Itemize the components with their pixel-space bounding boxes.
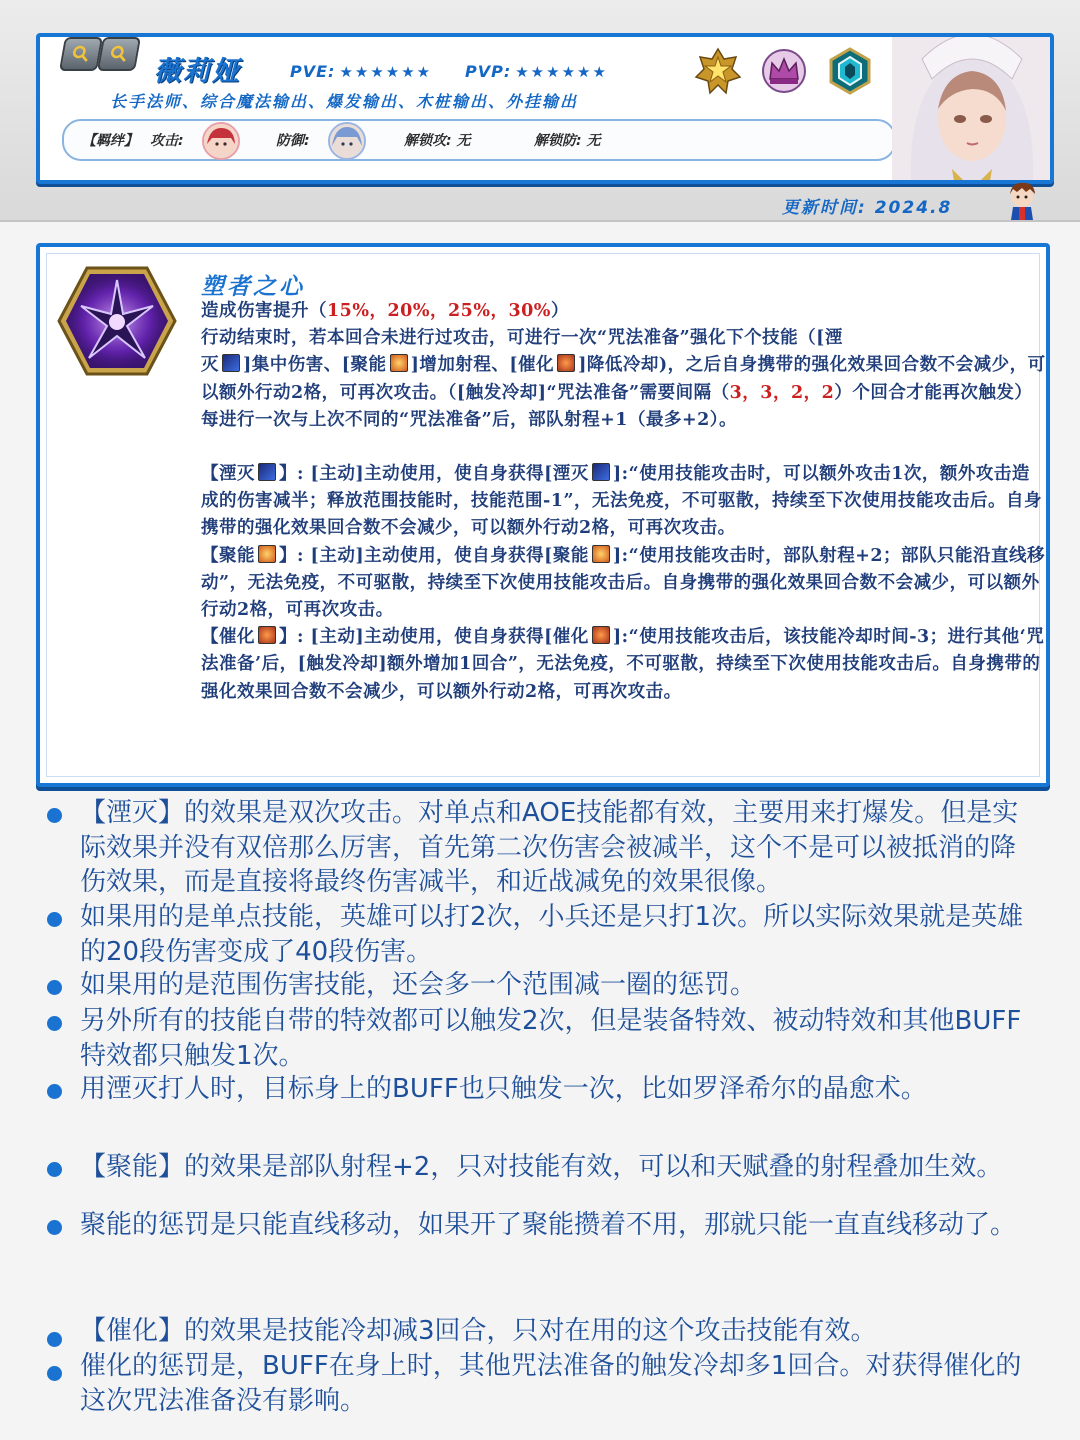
bullet-icon: [47, 1084, 62, 1099]
skill-desc-part: ]增加射程、[催化: [410, 355, 555, 376]
skill-desc-part: ]降低冷却)，之后自身携带的强化效果回合数不会减少，可以额外行动2格，可再次攻击。（[触发冷却]“咒法准备”需要间隔（: [201, 355, 1046, 403]
note-item: 【湮灭】的效果是双次攻击。对单点和AOE技能都有效，主要用来打爆发。但是实际效果并没有双倍那么厉害，首先第二次伤害会被减半，这个不是可以被抵消的降伤效果，而是直接将最终伤害减半，和近战减免的效果很像。: [80, 798, 1019, 898]
skill-description: [201, 298, 1046, 706]
focus-icon: [390, 354, 408, 372]
catalyze-desc: [201, 624, 1046, 706]
bullet-icon: [47, 980, 62, 995]
skill-damage-line: [201, 298, 1046, 325]
pvp-stars: ★★★★★★: [515, 63, 608, 81]
annihilate-icon: [258, 463, 276, 481]
bond-attack-label: 攻击:: [150, 133, 184, 149]
catalyze-desc-part: 】: [主动]主动使用，使自身获得[催化: [279, 627, 589, 648]
bullet-icon: [47, 912, 62, 927]
note-item: 催化的惩罚是，BUFF在身上时，其他咒法准备的触发冷却多1回合。对获得催化的这次咒法准备没有影响。: [80, 1351, 1022, 1416]
annihilate-icon: [592, 463, 610, 481]
note-item: 【催化】的效果是技能冷却减3回合，只对在用的这个攻击技能有效。: [80, 1316, 877, 1346]
bullet-icon: [47, 1016, 62, 1031]
bullet-icon: [47, 1366, 62, 1381]
catalyze-icon: [592, 626, 610, 644]
skill-desc-part: ）个回合才能再次触发）每进行一次与上次不同的“咒法准备”后，部队射程+1（最多+2）。: [201, 382, 1033, 430]
hero-roles: 长手法师、综合魔法输出、爆发输出、木桩输出、外挂输出: [110, 92, 579, 111]
bond-unlock-attack: 解锁攻: 无: [404, 133, 471, 149]
focus-icon: [592, 545, 610, 563]
focus-desc-part: ]:“使用技能攻击时，部队射程+2；部队只能沿直线移动”，无法免疫，不可驱散，持续至下次使用技能攻击后。自身携带的强化效果回合数不会减少，可以额外行动2格，可再次攻击。: [201, 545, 1046, 621]
spacer: [201, 434, 1046, 461]
skill-cooldown-values: 3，3，2，2: [729, 382, 835, 403]
bullet-icon: [47, 1220, 62, 1235]
hero-portrait: [892, 33, 1052, 184]
skill-damage-values: 15%，20%，25%，30%: [327, 301, 551, 321]
key-icon: [97, 37, 141, 71]
bond-unlock-defense: 解锁防: 无: [534, 133, 601, 149]
focus-desc: [201, 543, 1046, 625]
crown-medal-icon: [760, 47, 808, 95]
hero-name: 薇莉娅: [154, 56, 241, 87]
skill-damage-text: 造成伤害提升（: [201, 301, 327, 321]
note-item: 聚能的惩罚是只能直线移动，如果开了聚能攒着不用，那就只能一直直线移动了。: [80, 1210, 1017, 1240]
skill-desc-part: ]集中伤害、[聚能: [243, 355, 387, 376]
pvp-rating: [465, 62, 608, 81]
hero-header-card: [36, 33, 1054, 184]
crystal-medal-icon: [826, 47, 874, 95]
bond-attack-avatar[interactable]: [202, 122, 240, 160]
bullet-icon: [47, 1332, 62, 1347]
bullet-icon: [47, 808, 62, 823]
note-item: 如果用的是范围伤害技能，还会多一个范围减一圈的惩罚。: [80, 970, 757, 1000]
focus-desc-part: 【聚能: [201, 545, 255, 566]
skill-desc-part: 灭: [201, 355, 219, 376]
bond-bar: [62, 119, 896, 161]
gold-star-medal-icon: [694, 47, 742, 95]
catalyze-icon: [557, 354, 575, 372]
skill-title: 塑者之心: [201, 274, 305, 300]
skill-desc-part: 行动结束时，若本回合未进行过攻击，可进行一次“咒法准备”强化下个技能（[湮: [201, 328, 843, 349]
annihilate-desc: [201, 461, 1046, 543]
note-item: 用湮灭打人时，目标身上的BUFF也只触发一次，比如罗泽希尔的晶愈术。: [80, 1074, 927, 1104]
pvp-label: PVP:: [465, 62, 512, 81]
pve-label: PVE:: [290, 62, 336, 81]
note-item: 另外所有的技能自带的特效都可以触发2次，但是装备特效、被动特效和其他BUFF特效都只触发1次。: [80, 1006, 1022, 1071]
bond-defense-avatar[interactable]: [328, 122, 366, 160]
chibi-mascot-icon: [1002, 180, 1042, 220]
annihilate-icon: [222, 354, 240, 372]
catalyze-desc-part: ]:“使用技能攻击后，该技能冷却时间-3；进行其他‘咒法准备’后，[触发冷却]额外增加1回合”，无法免疫，不可驱散，持续至下次使用技能攻击后。自身携带的强化效果回合数不会减少，可以额外行动2格，可再次攻击。: [201, 627, 1045, 702]
bond-defense-label: 防御:: [276, 133, 310, 149]
skill-damage-text-end: ）: [550, 301, 569, 321]
key-icon: [59, 37, 103, 71]
annihilate-desc-part: ]:“使用技能攻击时，可以额外攻击1次，额外攻击造成的伤害减半；释放范围技能时，技能范围-1”，无法免疫，不可驱散，持续至下次使用技能攻击后。自身携带的强化效果回合数不会减少，可以额外行动2格，可再次攻击。: [201, 464, 1043, 539]
update-time: 更新时间: 2024.8: [782, 198, 953, 218]
catalyze-desc-part: 【催化: [201, 627, 255, 648]
shaper-heart-skill-icon: [57, 266, 177, 376]
bond-label: 【羁绊】: [82, 133, 138, 149]
annihilate-desc-part: 【湮灭: [201, 464, 255, 485]
focus-desc-part: 】: [主动]主动使用，使自身获得[聚能: [279, 545, 589, 566]
skill-card: [36, 243, 1050, 787]
note-item: 如果用的是单点技能，英雄可以打2次，小兵还是只打1次。所以实际效果就是英雄的20段伤害变成了40段伤害。: [80, 902, 1024, 967]
skill-main-desc: [201, 325, 1046, 434]
focus-icon: [258, 545, 276, 563]
catalyze-icon: [258, 626, 276, 644]
skill-card-inner: [46, 253, 1046, 777]
bullet-icon: [47, 1162, 62, 1177]
pve-stars: ★★★★★★: [339, 63, 433, 81]
pve-rating: [290, 62, 432, 81]
annihilate-desc-part: 】: [主动]主动使用，使自身获得[湮灭: [279, 464, 589, 485]
note-item: 【聚能】的效果是部队射程+2，只对技能有效，可以和天赋叠的射程叠加生效。: [80, 1152, 1003, 1182]
